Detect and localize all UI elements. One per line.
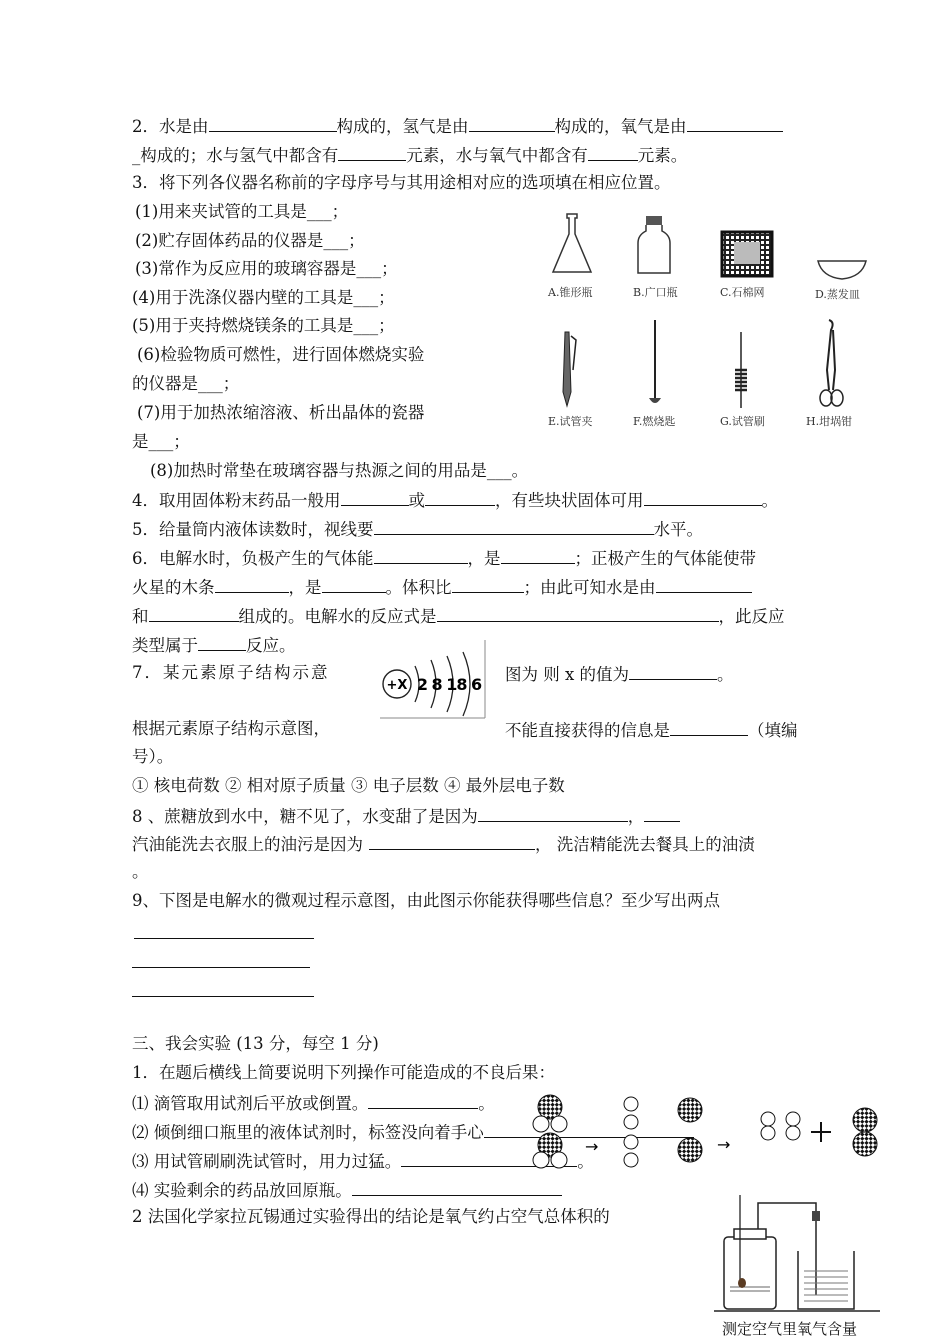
q3-item: (8)加热时常垫在玻璃容器与热源之间的用品是___。 xyxy=(150,461,529,480)
q3-item: (6)检验物质可燃性，进行固体燃烧实验 xyxy=(137,345,425,364)
q3-item: 是___； xyxy=(132,432,190,451)
blank[interactable] xyxy=(338,143,406,161)
blank[interactable] xyxy=(374,517,654,535)
instrument-caption: F.燃烧匙 xyxy=(633,415,676,428)
instrument-caption: G.试管刷 xyxy=(720,415,765,428)
q2-line1: 2．水是由 构成的，氢气是由 构成的，氧气是由 xyxy=(132,114,783,138)
instrument-caption: E.试管夹 xyxy=(548,415,593,428)
crucible-tongs-icon xyxy=(816,318,846,410)
blank[interactable] xyxy=(209,114,337,132)
blank[interactable] xyxy=(198,633,246,651)
q7-line2a: 根据元素原子结构示意图， xyxy=(132,719,330,738)
section3-item: ⑶ 用试管刷刷洗试管时，用力过猛。 。 xyxy=(132,1149,594,1173)
section3-item: ⑵ 倾倒细口瓶里的液体试剂时，标签没向着手心 xyxy=(132,1120,694,1144)
blank[interactable] xyxy=(629,662,717,680)
q3-item: (3)常作为反应用的玻璃容器是___； xyxy=(135,259,398,278)
blank[interactable] xyxy=(215,575,289,593)
blank[interactable] xyxy=(322,575,386,593)
svg-text:→: → xyxy=(717,1135,731,1154)
blank[interactable] xyxy=(341,488,409,506)
instrument-caption: B.广口瓶 xyxy=(633,286,678,299)
blank[interactable] xyxy=(425,488,495,506)
blank[interactable] xyxy=(670,718,748,736)
section3-q2: 2 法国化学家拉瓦锡通过实验得出的结论是氧气约占空气总体积的 xyxy=(132,1207,610,1226)
section3-q1: 1．在题后横线上简要说明下列操作可能造成的不良后果： xyxy=(132,1063,555,1082)
oxygen-content-apparatus xyxy=(712,1195,882,1315)
figure-caption: 测定空气里氧气含量 xyxy=(722,1320,858,1338)
answer-line[interactable] xyxy=(132,966,310,968)
asbestos-gauze-icon xyxy=(720,230,774,278)
nucleus-label: +X xyxy=(386,678,408,693)
test-tube-brush-icon xyxy=(730,330,752,412)
blank[interactable] xyxy=(478,804,628,822)
section3-item: ⑴ 滴管取用试剂后平放或倒置。 。 xyxy=(132,1091,495,1115)
blank[interactable] xyxy=(437,604,719,622)
instrument-caption: H.坩埚钳 xyxy=(806,415,853,428)
q7-line2b: 不能直接获得的信息是 （填编 xyxy=(505,718,798,742)
q3-item: (1)用来夹试管的工具是___； xyxy=(135,202,349,221)
blank[interactable] xyxy=(501,546,575,564)
q7-line3: 号）。 xyxy=(132,747,174,766)
instrument-caption: D.蒸发皿 xyxy=(815,288,860,301)
blank[interactable] xyxy=(374,546,468,564)
answer-line[interactable] xyxy=(132,995,314,997)
q3-item: (5)用于夹持燃烧镁条的工具是___； xyxy=(132,316,395,335)
blank[interactable] xyxy=(644,804,680,822)
q6-line4: 类型属于 反应。 xyxy=(132,633,296,657)
q3-item: 的仪器是___； xyxy=(132,374,240,393)
q8-line2: 汽油能洗去衣服上的油污是因为 ， 洗洁精能洗去餐具上的油渍 xyxy=(132,832,755,856)
q2-line2: _构成的；水与氢气中都含有 元素，水与氧气中都含有 元素。 xyxy=(132,143,687,167)
q7-options: ① 核电荷数 ② 相对原子质量 ③ 电子层数 ④ 最外层电子数 xyxy=(132,776,565,795)
q6-line3: 和 组成的。电解水的反应式是 ，此反应 xyxy=(132,604,785,628)
evaporating-dish-icon xyxy=(816,255,868,281)
shell-electrons: 2 8 18 6 xyxy=(416,675,482,694)
blank[interactable] xyxy=(369,832,535,850)
blank[interactable] xyxy=(149,604,239,622)
q4-line: 4．取用固体粉末药品一般用 或 ，有些块状固体可用 。 xyxy=(132,488,778,512)
blank[interactable] xyxy=(469,114,555,132)
electrolysis-micro-diagram xyxy=(525,1092,890,1172)
q6-line2: 火星的木条 ，是 。体积比 ；由此可知水是由 xyxy=(132,575,752,599)
blank[interactable] xyxy=(656,575,752,593)
q3-item: (4)用于洗涤仪器内壁的工具是___； xyxy=(132,288,395,307)
blank[interactable] xyxy=(588,143,638,161)
blank[interactable] xyxy=(452,575,524,593)
instrument-caption: A.锥形瓶 xyxy=(548,286,593,299)
atom-structure-diagram xyxy=(375,638,490,720)
q3-title: 3．将下列各仪器名称前的字母序号与其用途相对应的选项填在相应位置。 xyxy=(132,173,671,192)
q7-line1a: 7．某元素原子结构示意 xyxy=(132,663,330,682)
conical-flask-icon xyxy=(548,210,598,278)
q7-line1b: 图为 则 x 的值为 。 xyxy=(505,662,734,686)
q8-line1: 8 、蔗糖放到水中，糖不见了，水变甜了是因为 ， xyxy=(132,804,680,828)
blank[interactable] xyxy=(687,114,783,132)
q5-line: 5．给量筒内液体读数时，视线要 水平。 xyxy=(132,517,703,541)
blank[interactable] xyxy=(368,1091,478,1109)
q8-line3: 。 xyxy=(132,862,149,881)
wide-mouth-bottle-icon xyxy=(636,214,672,278)
test-tube-holder-icon xyxy=(555,330,585,410)
combustion-spoon-icon xyxy=(646,318,666,410)
q3-item: (7)用于加热浓缩溶液、析出晶体的瓷器 xyxy=(137,403,425,422)
svg-text:→: → xyxy=(585,1137,599,1156)
blank[interactable] xyxy=(644,488,762,506)
instrument-caption: C.石棉网 xyxy=(720,286,765,299)
section3-title: 三、我会实验 (13 分，每空 1 分) xyxy=(132,1034,379,1053)
q6-line1: 6．电解水时，负极产生的气体能 ，是 ；正极产生的气体能使带 xyxy=(132,546,756,570)
answer-line[interactable] xyxy=(134,937,314,939)
section3-item: ⑷ 实验剩余的药品放回原瓶。 xyxy=(132,1178,562,1202)
q3-item: (2)贮存固体药品的仪器是___； xyxy=(135,231,365,250)
blank[interactable] xyxy=(352,1178,562,1196)
q9-line: 9、下图是电解水的微观过程示意图，由此图示你能获得哪些信息？至少写出两点 xyxy=(132,891,720,910)
